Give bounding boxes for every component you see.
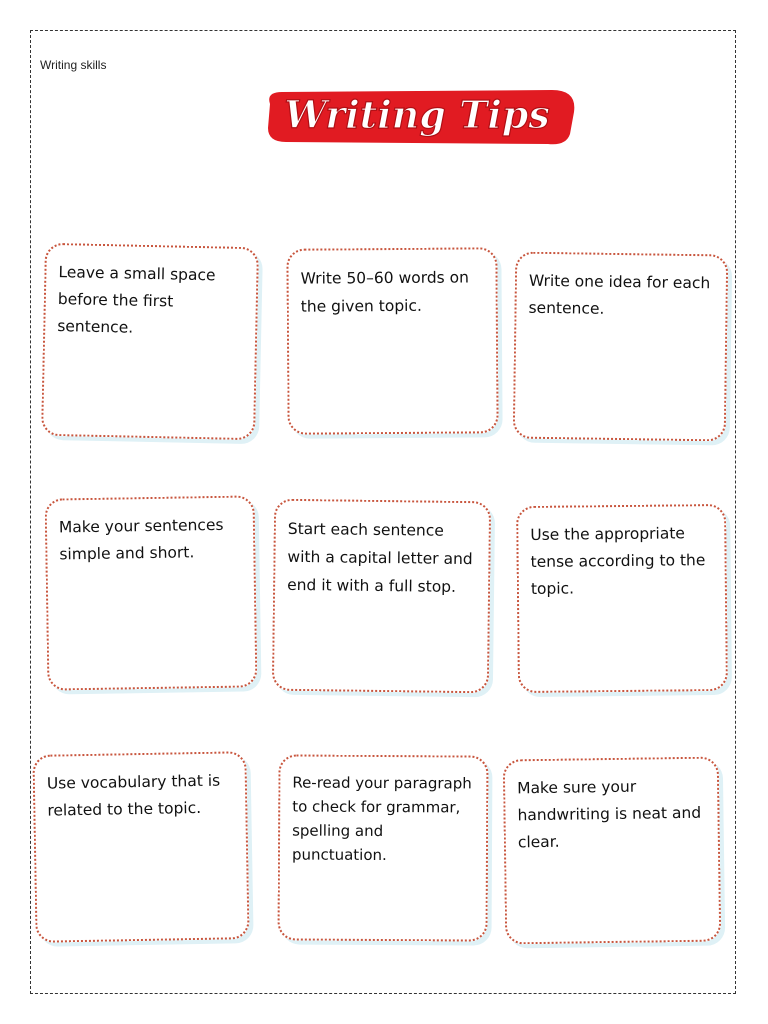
tip-card (516, 504, 728, 693)
tip-text: Write one idea for each sentence. (528, 271, 711, 318)
title-banner (252, 82, 582, 152)
tip-card (41, 243, 259, 440)
header-label: Writing skills (40, 58, 107, 72)
tip-text: Re-read your paragraph to check for grammar, spelling and punctuation. (291, 773, 472, 865)
title-banner-graphic (252, 82, 582, 152)
tip-text: Make sure your handwriting is neat and clear. (516, 777, 702, 852)
tip-text: Use vocabulary that is related to the topic. (46, 771, 221, 820)
tip-text: Write 50–60 words on the given topic. (300, 268, 470, 316)
tip-card (503, 757, 722, 945)
tip-card (286, 247, 498, 434)
tip-card (513, 252, 729, 442)
tip-card (45, 495, 258, 690)
tip-card (272, 499, 491, 694)
tip-card (278, 754, 489, 941)
title-text: Writing Tips (284, 92, 550, 137)
tip-text: Start each sentence with a capital letter and end it with a full stop. (287, 519, 473, 596)
tip-card (32, 751, 249, 943)
tip-text: Leave a small space before the first sentence. (57, 263, 216, 337)
tip-text: Use the appropriate tense according to the topic. (530, 524, 706, 598)
tip-text: Make your sentences simple and short. (58, 515, 224, 564)
